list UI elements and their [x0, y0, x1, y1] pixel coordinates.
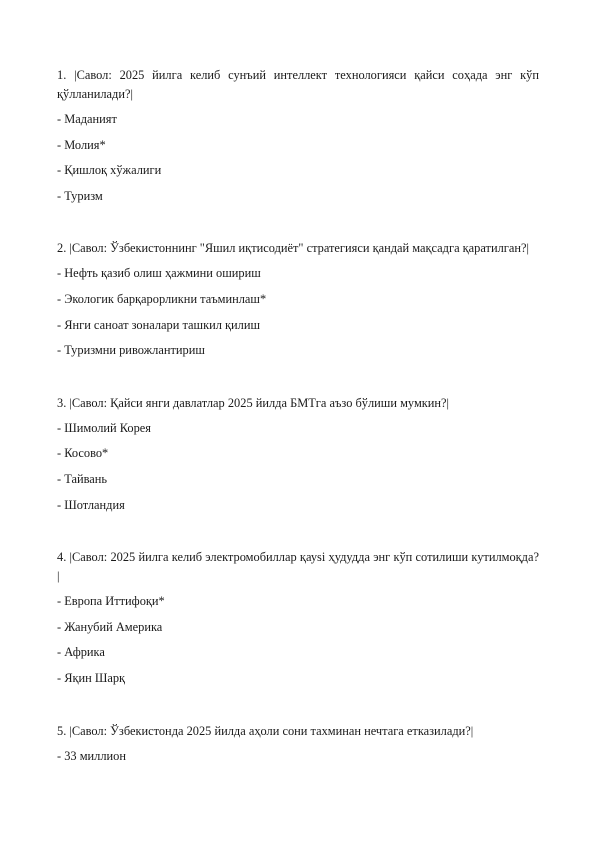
- question-text: 5. |Савол: Ўзбекистонда 2025 йилда аҳоли сони тахминан нечтага етказилади?|: [57, 723, 474, 738]
- spacer: [57, 695, 539, 722]
- answer-list: [57, 110, 539, 206]
- question-4: [57, 548, 539, 688]
- answer-list: [57, 592, 539, 688]
- quiz-content: [57, 66, 539, 772]
- answer-option: - Қишлоқ хўжалиги: [57, 163, 162, 178]
- answer-option: - Маданият: [57, 112, 117, 126]
- answer-option: - 33 миллион: [57, 748, 127, 763]
- spacer: [57, 521, 539, 548]
- answer-option: - Косово*: [57, 446, 109, 461]
- spacer: [57, 212, 539, 239]
- question-1: [57, 66, 539, 206]
- answer-option: - Яқин Шарқ: [57, 670, 126, 685]
- answer-list: [57, 747, 539, 766]
- question-5: [57, 722, 539, 766]
- answer-option: - Молия*: [57, 137, 106, 152]
- answer-option: - Туризм: [57, 188, 103, 203]
- answer-list: [57, 419, 539, 515]
- answer-option: - Шотландия: [57, 497, 125, 512]
- answer-option: - Туризмни ривожлантириш: [57, 343, 205, 358]
- question-2: [57, 239, 539, 360]
- answer-option: - Тайвань: [57, 471, 108, 486]
- answer-option: - Шимолий Корея: [57, 420, 152, 435]
- answer-option: - Европа Иттифоқи*: [57, 594, 165, 609]
- answer-option: - Экологик барқарорликни таъминлаш*: [57, 291, 267, 306]
- question-text: 3. |Савол: Қайси янги давлатлар 2025 йилда БМТга аъзо бўлиши мумкин?|: [57, 395, 450, 410]
- question-text: 1. |Савол: 2025 йилга келиб сунъий интеллект технологияси қайси соҳада энг кўп қўлланилади?|: [57, 68, 539, 101]
- answer-option: - Жанубий Америка: [57, 619, 163, 634]
- question-text: 4. |Савол: 2025 йилга келиб электромобиллар қауsi ҳудудда энг кўп сотилиши кутилмоқда?|: [57, 550, 539, 584]
- answer-option: - Нефть қазиб олиш ҳажмини ошириш: [57, 266, 261, 281]
- answer-list: [57, 264, 539, 360]
- answer-option: - Янги саноат зоналари ташкил қилиш: [57, 317, 261, 332]
- question-text: 2. |Савол: Ўзбекистоннинг "Яшил иқтисодиёт" стратегияси қандай мақсадга қаратилган?|: [57, 241, 529, 256]
- question-3: [57, 394, 539, 515]
- answer-option: - Африка: [57, 645, 105, 660]
- spacer: [57, 367, 539, 394]
